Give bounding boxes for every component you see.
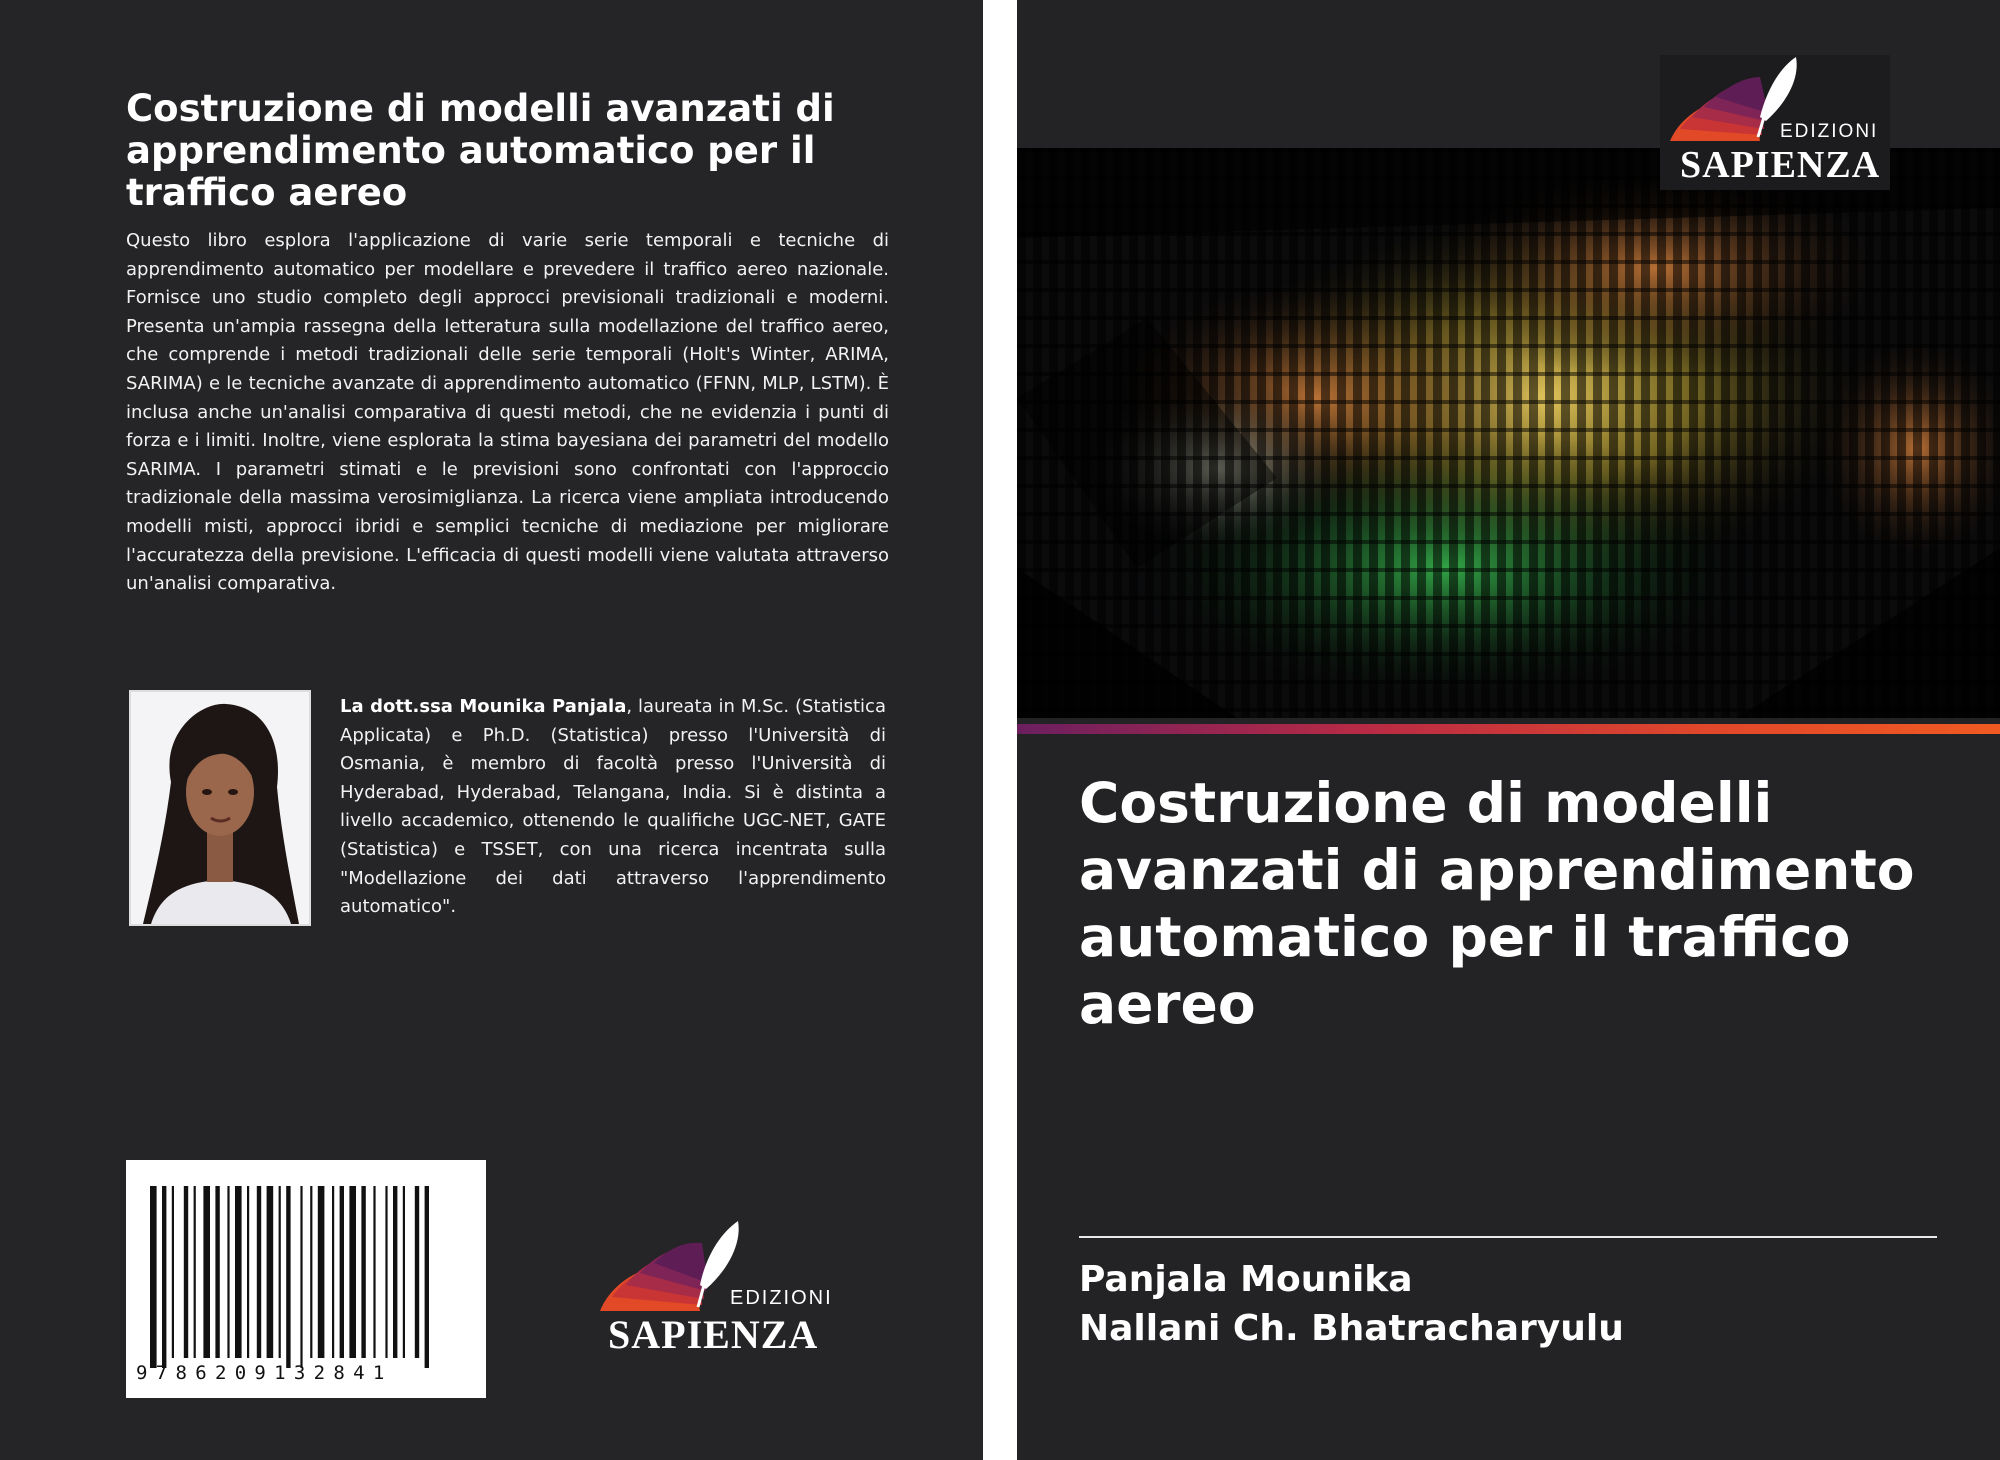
barcode-bar — [332, 1186, 334, 1358]
author-name: Panjala Mounika — [1079, 1259, 1413, 1300]
barcode-bar — [415, 1186, 419, 1358]
barcode-bar — [403, 1186, 405, 1358]
barcode-bar — [150, 1186, 157, 1368]
front-cover-title: Costruzione di modelli avanzati di apprendimento automatico per il traffico aereo — [1079, 771, 1915, 1036]
barcode-bar — [361, 1186, 365, 1358]
barcode-bar — [215, 1186, 219, 1358]
author-name: Nallani Ch. Bhatracharyulu — [1079, 1308, 1624, 1349]
book-description: Questo libro esplora l'applicazione di varie serie temporali e tecniche di apprendimento automatico per modellare e prevedere il traffico aereo nazionale. Fornisce uno studio completo degli approcci previsionali tradizionali e moderni. Presenta un'ampia rassegna della letteratura sulla modellazione del traffico aereo, che comprende i metodi tradizionali delle serie temporali (Holt's Winter, ARIMA, SARIMA) e le tecniche avanzate di apprendimento automatico (FFNN, MLP, LSTM). È inclusa anche un'analisi comparativa di questi metodi, che ne evidenzia i punti di forza e i limiti. Inoltre, viene esplorata la stima bayesiana dei parametri del modello SARIMA. I parametri stimati e le previsioni sono confrontati con l'approccio tradizionale della massima verosimiglianza. La ricerca viene ampliata introducendo modelli misti, approcci ibridi e semplici tecniche di mediazione per migliorare l'accuratezza della previsione. L'efficacia di questi modelli viene valutata attraverso un'analisi comparativa. — [126, 230, 889, 595]
title-divider — [1079, 1236, 1937, 1238]
back-cover — [0, 0, 983, 1460]
isbn-barcode — [126, 1160, 486, 1398]
barcode-bar — [267, 1186, 274, 1358]
barcode-bar — [349, 1186, 356, 1358]
publisher-name: SAPIENZA — [1680, 144, 1881, 186]
fan-and-quill-pen-icon — [600, 1215, 750, 1315]
publisher-logo-front — [1660, 55, 1890, 190]
barcode-bar — [184, 1186, 188, 1358]
publisher-logo-back — [600, 1215, 833, 1357]
barcode-bar — [286, 1186, 290, 1368]
book-spine — [983, 0, 1017, 1460]
author-biography-text: , laureata in M.Sc. (Statistica Applicata) e Ph.D. (Statistica) presso l'Università di Osmania, è membro di facoltà presso l'Università di Hyderabad, Hyderabad, Telangana, India. Si è distinta a livello accademico, ottenendo le qualifiche UGC-NET, GATE (Statistica) e TSSET, con una ricerca incentrata sulla "Modellazione dei dati attraverso l'apprendimento automatico". — [340, 696, 886, 918]
publisher-edizioni-label: EDIZIONI — [730, 1287, 833, 1309]
isbn-number: 9786209132841 — [136, 1362, 393, 1384]
barcode-bar — [385, 1186, 387, 1358]
barcode-bar — [172, 1186, 174, 1358]
publisher-edizioni-label: EDIZIONI — [1780, 121, 1879, 142]
barcode-bar — [373, 1186, 375, 1358]
back-cover-title: Costruzione di modelli avanzati di apprendimento automatico per il traffico aereo — [126, 87, 835, 214]
author-photo — [129, 690, 311, 926]
barcode-bar — [318, 1186, 325, 1358]
barcode-bar — [247, 1186, 249, 1358]
author-biography-name: La dott.ssa Mounika Panjala — [340, 696, 627, 717]
cover-artwork — [1017, 148, 2000, 718]
barcode-bar — [235, 1186, 242, 1358]
barcode-bar — [227, 1186, 229, 1358]
barcode-bar — [340, 1186, 344, 1358]
front-cover — [1017, 0, 2000, 1460]
barcode-bar — [257, 1186, 261, 1358]
author-biography — [340, 693, 886, 922]
barcode-bar — [194, 1186, 196, 1358]
accent-stripe — [1017, 724, 2000, 734]
barcode-bar — [203, 1186, 210, 1358]
barcode-bar — [393, 1186, 397, 1358]
barcode-bar — [425, 1186, 429, 1368]
barcode-bar — [300, 1186, 302, 1368]
barcode-bar — [162, 1186, 166, 1368]
barcode-bar — [310, 1186, 312, 1358]
barcode-bar — [279, 1186, 281, 1358]
publisher-name: SAPIENZA — [608, 1312, 819, 1357]
